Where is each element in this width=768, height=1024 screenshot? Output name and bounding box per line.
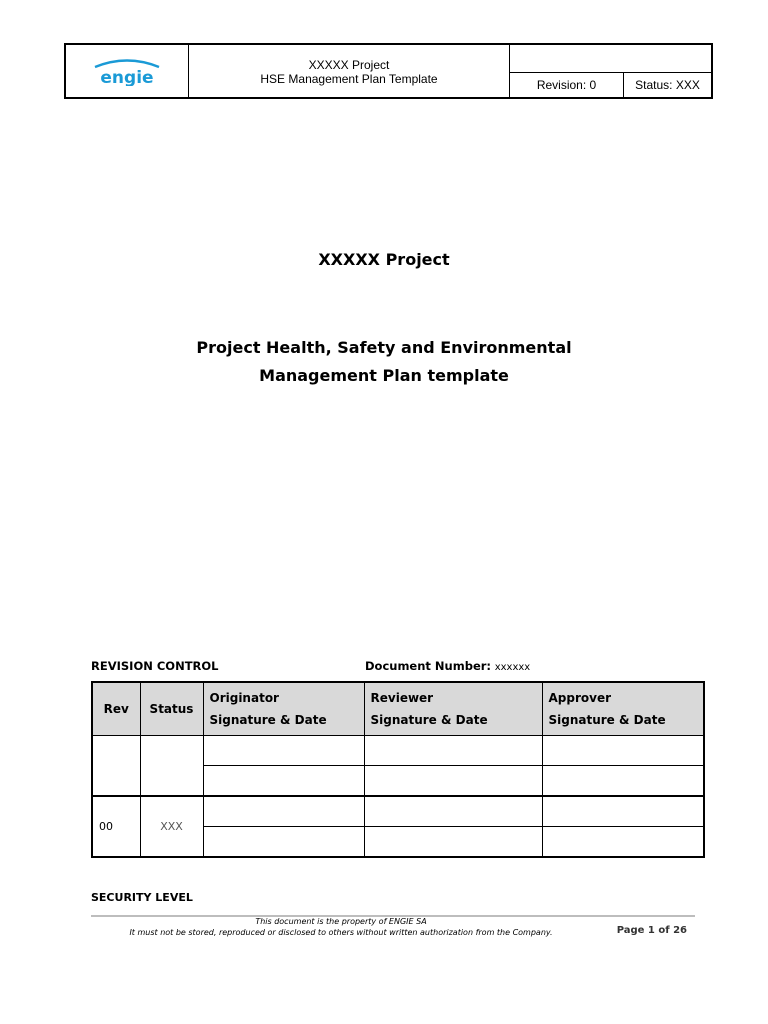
col-reviewer-sig: Signature & Date bbox=[370, 713, 488, 727]
col-rev: Rev bbox=[92, 682, 140, 736]
footer-disclosure-note: It must not be stored, reproduced or disclosed to others without written authorization from the Company. bbox=[129, 928, 553, 937]
document-title: XXXXX Project bbox=[318, 250, 450, 269]
row1-originator bbox=[203, 736, 364, 766]
row2-approver-2 bbox=[542, 827, 704, 858]
header-subtitle: HSE Management Plan Template bbox=[260, 72, 438, 86]
col-approver-sig: Signature & Date bbox=[548, 713, 666, 727]
col-originator bbox=[203, 682, 364, 736]
row1-rev bbox=[92, 736, 140, 797]
row2-reviewer bbox=[364, 796, 542, 827]
footer-property-note: This document is the property of ENGIE SA bbox=[255, 917, 427, 926]
header-revision: Revision: 0 bbox=[510, 73, 624, 97]
subtitle-line-2: Management Plan template bbox=[259, 366, 509, 385]
engie-logo bbox=[66, 45, 189, 97]
row2-reviewer-2 bbox=[364, 827, 542, 858]
revision-table-header bbox=[92, 682, 704, 736]
row1-reviewer-2 bbox=[364, 766, 542, 797]
revision-control-label: REVISION CONTROL bbox=[91, 659, 219, 673]
svg-text:engie: engie bbox=[100, 68, 154, 86]
row2-approver bbox=[542, 796, 704, 827]
row2-status: XXX bbox=[140, 796, 203, 857]
table-row bbox=[92, 796, 704, 827]
row2-originator-2 bbox=[203, 827, 364, 858]
row1-originator-2 bbox=[203, 766, 364, 797]
page-number: Page 1 of 26 bbox=[616, 925, 687, 936]
header-meta-row bbox=[510, 73, 711, 97]
document-number bbox=[365, 659, 530, 673]
engie-logo-icon bbox=[89, 56, 165, 86]
col-originator-title: Originator bbox=[209, 691, 279, 705]
row2-originator bbox=[203, 796, 364, 827]
subtitle-line-1: Project Health, Safety and Environmental bbox=[196, 338, 572, 357]
revision-table bbox=[91, 681, 705, 858]
col-reviewer bbox=[364, 682, 542, 736]
row1-reviewer bbox=[364, 736, 542, 766]
col-approver-title: Approver bbox=[548, 691, 612, 705]
col-reviewer-title: Reviewer bbox=[370, 691, 434, 705]
header-meta bbox=[510, 45, 711, 97]
table-row bbox=[92, 736, 704, 766]
row1-approver-2 bbox=[542, 766, 704, 797]
header-meta-blank bbox=[510, 45, 711, 73]
row2-rev: 00 bbox=[92, 796, 140, 857]
col-approver bbox=[542, 682, 704, 736]
header-status: Status: XXX bbox=[635, 78, 700, 92]
header-title-block bbox=[189, 45, 510, 97]
row1-approver bbox=[542, 736, 704, 766]
row1-status bbox=[140, 736, 203, 797]
col-originator-sig: Signature & Date bbox=[209, 713, 327, 727]
col-status: Status bbox=[140, 682, 203, 736]
header-project: XXXXX Project bbox=[308, 58, 390, 72]
document-subtitle bbox=[0, 334, 768, 390]
document-header bbox=[64, 43, 713, 99]
security-level-label: SECURITY LEVEL bbox=[91, 891, 193, 904]
document-number-value: xxxxxx bbox=[494, 662, 531, 673]
document-number-label: Document Number: bbox=[365, 659, 492, 673]
